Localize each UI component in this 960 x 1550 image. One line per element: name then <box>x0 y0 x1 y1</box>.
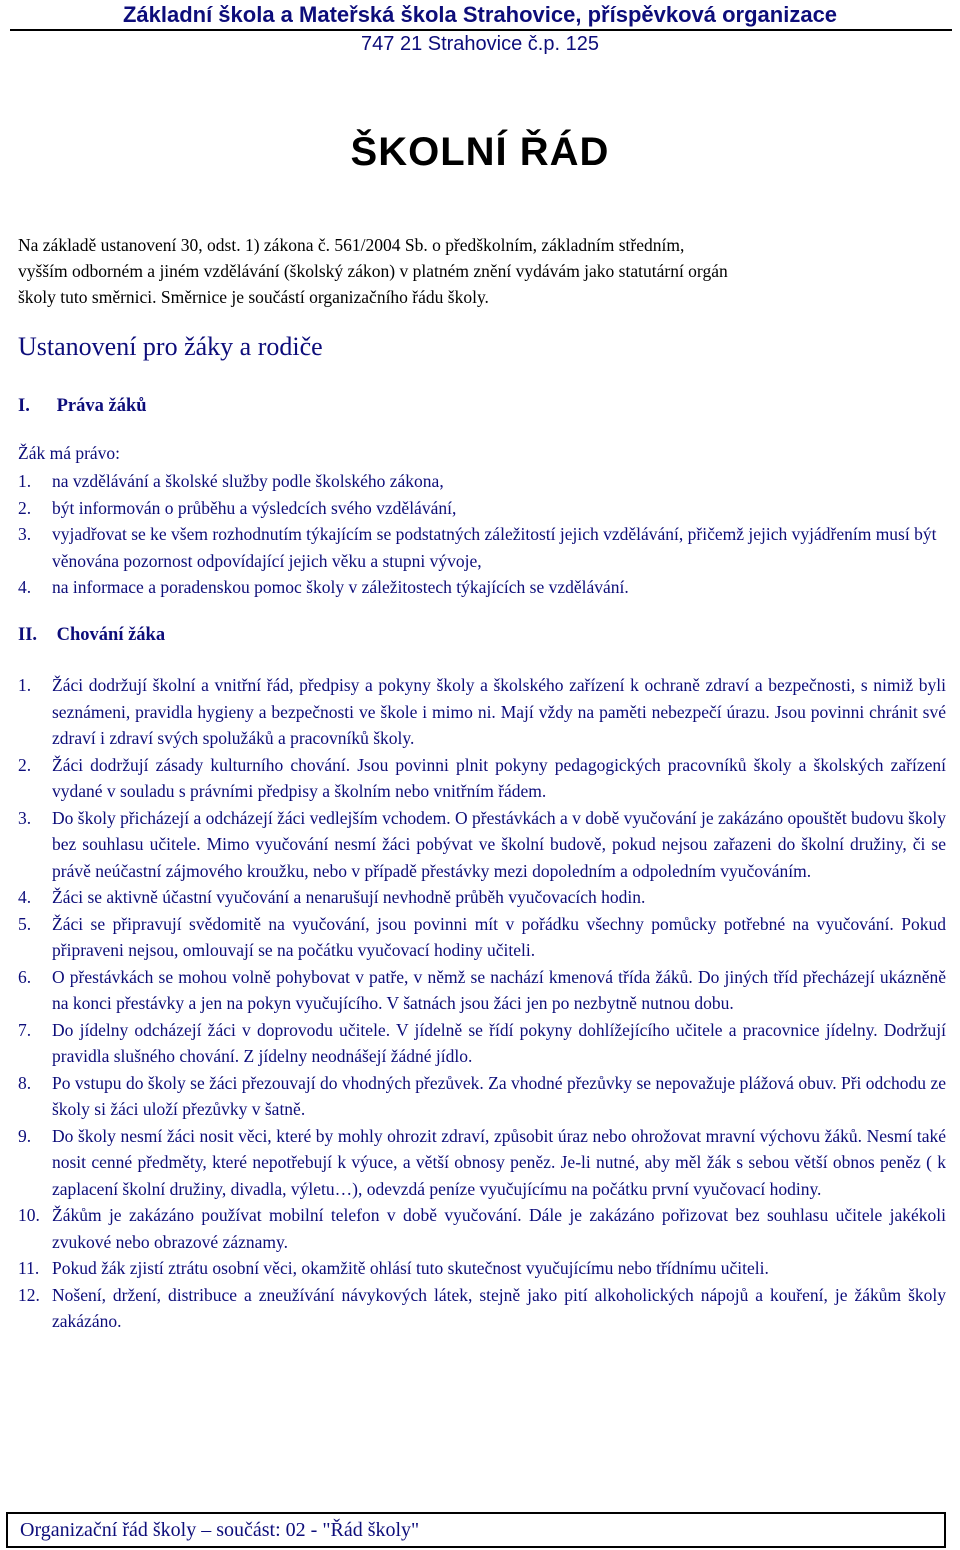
list-item <box>18 911 946 964</box>
item-text: Pokud žák zjistí ztrátu osobní věci, okamžitě ohlásí tuto skutečnost vyučujícímu nebo třídnímu učiteli. <box>52 1258 769 1278</box>
list-item <box>18 1070 946 1123</box>
part2-heading <box>18 625 165 646</box>
header-organization: Základní škola a Mateřská škola Strahovice, příspěvková organizace <box>122 2 838 27</box>
list-item <box>18 672 946 752</box>
list-item <box>18 574 946 601</box>
list-item <box>18 521 946 574</box>
section-heading: Ustanovení pro žáky a rodiče <box>18 332 323 361</box>
conduct-list <box>18 672 946 1335</box>
item-number: 10. <box>18 1205 40 1225</box>
list-item <box>18 1255 946 1282</box>
list-item <box>18 964 946 1017</box>
item-number: 1. <box>18 675 32 695</box>
part2-label: Chování žáka <box>56 625 166 645</box>
intro-line: vyšším odborném a jiném vzdělávání (školský zákon) v platném znění vydávám jako statutární orgán <box>18 261 728 281</box>
item-text: O přestávkách se mohou volně pohybovat v patře, v němž se nachází kmenová třída žáků. Do jiných tříd přecházejí ukázněně na konci přestávky a jen na pokyn vyučujícího. V šatnách jsou žáci jen po nezbytně nutnou dobu. <box>52 966 946 1013</box>
footer-box <box>6 1512 946 1548</box>
item-text: Po vstupu do školy se žáci přezouvají do vhodných přezůvek. Za vhodné přezůvky se nepovažuje plážová obuv. Při odchodu ze školy si žáci uloží přezůvky v šatně. <box>52 1072 946 1119</box>
item-number: 9. <box>18 1125 32 1146</box>
document-title: ŠKOLNÍ ŘÁD <box>350 130 610 174</box>
item-text: Do jídelny odcházejí žáci v doprovodu učitele. V jídelně se řídí pokyny dohlížejícího učitele a pracovnice jídelny. Dodržují pravidla slušného chování. Z jídelny neodnášejí žádné jídlo. <box>52 1019 946 1066</box>
item-text: Nošení, držení, distribuce a zneužívání návykových látek, stejně jako pití alkoholických nápojů a kouření, je žákům školy zakázáno. <box>52 1284 946 1331</box>
item-number: 3. <box>18 807 32 828</box>
list-item <box>18 1282 946 1335</box>
item-number: 3. <box>18 524 32 544</box>
item-text: Žáci se aktivně účastní vyučování a nenarušují nevhodně průběh vyučovacích hodin. <box>52 887 646 907</box>
item-text: na informace a poradenskou pomoc školy v záležitostech týkajících se vzdělávání. <box>52 577 629 597</box>
item-number: 1. <box>18 471 32 491</box>
header-divider <box>10 29 952 31</box>
item-number: 2. <box>18 754 32 775</box>
list-item <box>18 495 946 522</box>
part2-number: II. <box>18 625 38 645</box>
item-number: 12. <box>18 1284 40 1305</box>
item-number: 4. <box>18 577 32 597</box>
item-number: 8. <box>18 1072 32 1093</box>
item-number: 4. <box>18 887 32 907</box>
part1-heading <box>18 396 147 417</box>
list-item <box>18 805 946 885</box>
list-item <box>18 1017 946 1070</box>
intro-paragraph <box>18 232 938 310</box>
item-text: Žáci dodržují školní a vnitřní řád, předpisy a pokyny školy a školského zařízení k ochraně zdraví a bezpečnosti, s nimiž byli seznámeni, pravidla hygieny a bezpečnosti ve škole i mimo ni. Mají vždy na paměti nebezpečí úrazu. Jsou povinni chránit své zdraví i zdraví svých spolužáků a pracovníků školy. <box>52 675 946 748</box>
item-number: 2. <box>18 497 32 518</box>
item-text: Žáci dodržují zásady kulturního chování. Jsou povinni plnit pokyny pedagogických pracovníků školy a školských zařízení vydané v souladu s právními předpisy a školním nebo vnitřním řádem. <box>52 754 946 801</box>
list-item <box>18 1202 946 1255</box>
rights-list <box>18 468 946 601</box>
part1-label: Práva žáků <box>56 396 147 416</box>
header-address: 747 21 Strahovice č.p. 125 <box>361 33 599 55</box>
item-number: 7. <box>18 1019 32 1040</box>
item-number: 11. <box>18 1258 40 1278</box>
item-text: Do školy nesmí žáci nosit věci, které by mohly ohrozit zdraví, způsobit úraz nebo ohrožovat mravní výchovu žáků. Nesmí také nosit cenné předměty, které nepotřebují k výuce, a větší obnosy peněz. Je-li nutné, aby měl žák s sebou větší obnos peněz ( k zaplacení školní družiny, divadla, výletu…), odevzdá peníze vyučujícímu na počátku první vyučovací hodiny. <box>52 1125 946 1199</box>
item-text: Žákům je zakázáno používat mobilní telefon v době vyučování. Dále je zakázáno pořizovat bez souhlasu učitele jakékoli zvukové nebo obrazové záznamy. <box>52 1205 946 1252</box>
item-text: být informován o průběhu a výsledcích svého vzdělávání, <box>52 497 457 518</box>
intro-line: Na základě ustanovení 30, odst. 1) zákona č. 561/2004 Sb. o předškolním, základním středním, <box>18 235 685 255</box>
part1-number: I. <box>18 396 30 416</box>
list-item <box>18 752 946 805</box>
footer-text: Organizační řád školy – součást: 02 - "Řád školy" <box>20 1519 420 1541</box>
item-text: Žáci se připravují svědomitě na vyučování, jsou povinni mít v pořádku všechny pomůcky potřebné na vyučování. Pokud připraveni nejsou, omlouvají se na počátku vyučovací hodiny učiteli. <box>52 913 946 960</box>
list-item <box>18 884 946 911</box>
item-text: Do školy přicházejí a odcházejí žáci vedlejším vchodem. O přestávkách a v době vyučování je zakázáno opouštět budovu školy bez souhlasu učitele. Mimo vyučování nesmí žáci pobývat ve školní budově, pokud nejsou zařazeni do školní družiny, či se právě neúčastní zájmového kroužku, nebo v případě přestávky mezi dopoledním a odpoledním vyučováním. <box>52 807 946 881</box>
item-text: vyjadřovat se ke všem rozhodnutím týkajícím se podstatných záležitostí jejich vzdělávání, přičemž jejich vyjádřením musí být věnována pozornost odpovídající jejich věku a stupni vývoje, <box>52 524 937 571</box>
item-text: na vzdělávání a školské služby podle školského zákona, <box>52 471 444 491</box>
item-number: 5. <box>18 913 32 934</box>
list-item <box>18 1123 946 1203</box>
list-item <box>18 468 946 495</box>
intro-line: školy tuto směrnici. Směrnice je součástí organizačního řádu školy. <box>18 287 489 307</box>
part1-lead: Žák má právo: <box>18 443 121 463</box>
item-number: 6. <box>18 966 32 987</box>
